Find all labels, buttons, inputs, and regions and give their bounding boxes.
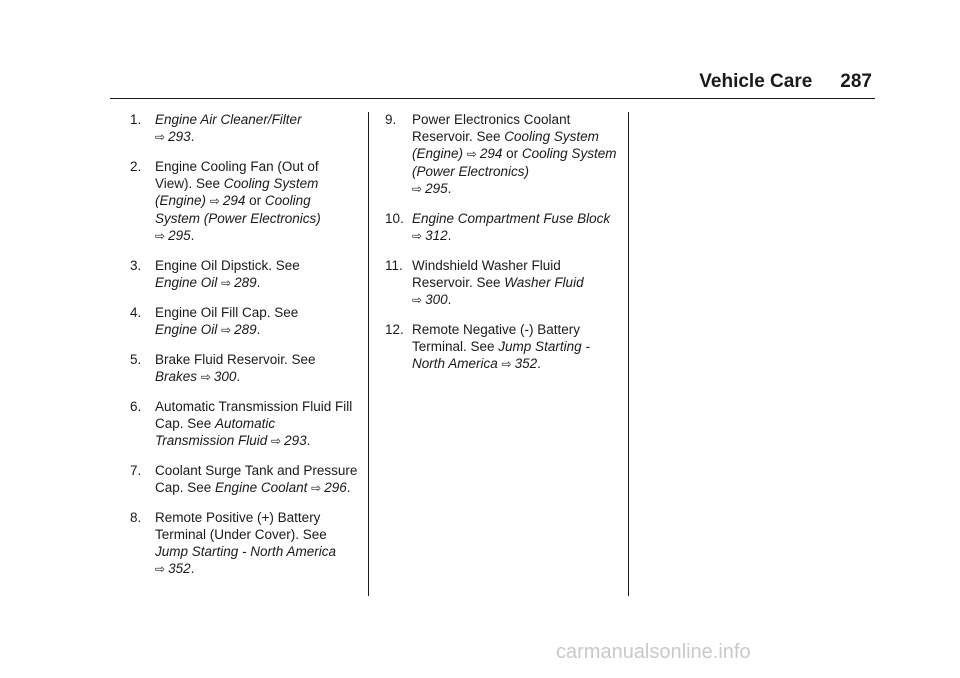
cross-reference-title: Engine Oil — [155, 275, 218, 290]
list-item — [130, 304, 358, 339]
column-divider — [628, 112, 629, 596]
page-reference-icon: ⇨ — [412, 293, 423, 307]
page-reference-icon: ⇨ — [200, 370, 211, 384]
page-reference[interactable]: 300 — [425, 292, 448, 307]
cross-reference-title: Cooling System (Engine) — [155, 176, 319, 208]
item-text: . — [256, 275, 261, 290]
cross-reference-title: Washer Fluid — [504, 275, 584, 290]
page-reference-icon: ⇨ — [271, 434, 282, 448]
page-reference[interactable]: 312 — [425, 228, 448, 243]
item-text: Windshield Washer Fluid Reservoir. See — [412, 258, 561, 290]
page-reference[interactable]: 294 — [222, 193, 246, 208]
page-reference-icon: ⇨ — [155, 562, 166, 576]
item-number: 12. — [385, 322, 404, 337]
list-item — [130, 398, 358, 450]
page-reference[interactable]: 352 — [168, 561, 191, 576]
page-number: 287 — [840, 71, 872, 92]
cross-reference-title: Brakes — [155, 369, 198, 384]
cross-reference-title: Engine Coolant — [215, 480, 308, 495]
page-reference[interactable]: 289 — [234, 275, 257, 290]
page-reference-icon: ⇨ — [221, 276, 232, 290]
item-text: . — [346, 480, 351, 495]
item-number: 5. — [130, 352, 142, 367]
page-reference-icon: ⇨ — [155, 229, 166, 243]
list-item — [385, 111, 619, 198]
page-reference-icon: ⇨ — [466, 147, 477, 161]
item-text: Automatic Transmission Fluid Fill Cap. See — [155, 399, 353, 431]
cross-reference-title: Cooling System (Engine) — [412, 129, 599, 161]
cross-reference-title: Automatic Transmission Fluid — [155, 416, 276, 448]
page-reference-icon: ⇨ — [221, 323, 232, 337]
item-number: 3. — [130, 258, 142, 273]
list-item — [385, 321, 619, 373]
page-reference-icon: ⇨ — [209, 194, 220, 208]
item-text: or — [502, 146, 522, 161]
item-text: . — [447, 181, 452, 196]
column-divider — [368, 112, 369, 596]
header-rule — [110, 98, 875, 99]
item-text: Power Electronics Coolant Reservoir. See — [412, 112, 571, 144]
page-reference[interactable]: 300 — [213, 369, 237, 384]
item-number: 9. — [385, 112, 397, 127]
item-number: 2. — [130, 159, 142, 174]
list-item — [385, 210, 619, 245]
item-text: or — [245, 193, 265, 208]
page-reference[interactable]: 293 — [284, 433, 307, 448]
item-text: . — [190, 228, 195, 243]
page-reference[interactable]: 294 — [479, 146, 503, 161]
page-header — [699, 71, 872, 93]
item-text: . — [190, 561, 195, 576]
cross-reference-title: Engine Air Cleaner/Filter — [155, 112, 302, 127]
page-reference-icon: ⇨ — [155, 130, 166, 144]
item-text: . — [256, 322, 261, 337]
page-reference-icon: ⇨ — [311, 481, 322, 495]
item-text: Remote Positive (+) Battery Terminal (Under Cover). See — [155, 510, 327, 542]
item-text: . — [190, 129, 195, 144]
item-number: 11. — [385, 258, 403, 273]
cross-reference-title: Jump Starting - North America — [412, 339, 590, 371]
item-number: 6. — [130, 399, 142, 414]
list-item — [385, 257, 619, 309]
left-column — [130, 111, 358, 590]
item-number: 10. — [385, 211, 404, 226]
page-reference[interactable]: 289 — [234, 322, 257, 337]
item-text: . — [447, 228, 452, 243]
item-number: 4. — [130, 305, 142, 320]
cross-reference-title: Engine Oil — [155, 322, 218, 337]
page-reference[interactable]: 295 — [425, 181, 448, 196]
item-number: 1. — [130, 112, 142, 127]
item-number: 8. — [130, 510, 142, 525]
item-text: Coolant Surge Tank and Pressure Cap. See — [155, 463, 358, 495]
item-number: 7. — [130, 463, 142, 478]
item-text: . — [447, 292, 452, 307]
item-text: . — [236, 369, 241, 384]
item-text: . — [306, 433, 311, 448]
page-reference[interactable]: 295 — [168, 228, 191, 243]
item-text: Engine Oil Dipstick. See — [155, 258, 300, 273]
item-text: Engine Cooling Fan (Out of View). See — [155, 159, 319, 191]
list-item — [130, 509, 358, 578]
watermark: carmanualsonline.info — [556, 641, 751, 663]
cross-reference-title: Cooling System (Power Electronics) — [155, 193, 321, 226]
page-reference[interactable]: 293 — [168, 129, 191, 144]
cross-reference-title: Cooling System (Power Electronics) — [412, 146, 617, 179]
item-text: Engine Oil Fill Cap. See — [155, 305, 299, 320]
page-reference-icon: ⇨ — [412, 229, 423, 243]
section-title: Vehicle Care — [699, 71, 813, 92]
list-item — [130, 111, 358, 146]
page-reference[interactable]: 352 — [514, 356, 538, 371]
page-reference[interactable]: 296 — [324, 480, 347, 495]
list-item — [130, 351, 358, 386]
page-reference-icon: ⇨ — [412, 182, 423, 196]
item-text: . — [537, 356, 541, 371]
item-text: Brake Fluid Reservoir. See — [155, 352, 316, 367]
item-text: Remote Negative (-) Battery Terminal. See — [412, 322, 581, 354]
middle-column — [385, 111, 619, 385]
list-item — [130, 462, 358, 497]
list-item — [130, 158, 358, 245]
page-reference-icon: ⇨ — [501, 357, 512, 371]
cross-reference-title: Jump Starting - North America — [155, 544, 337, 559]
list-item — [130, 257, 358, 292]
cross-reference-title: Engine Compartment Fuse Block — [412, 211, 611, 226]
